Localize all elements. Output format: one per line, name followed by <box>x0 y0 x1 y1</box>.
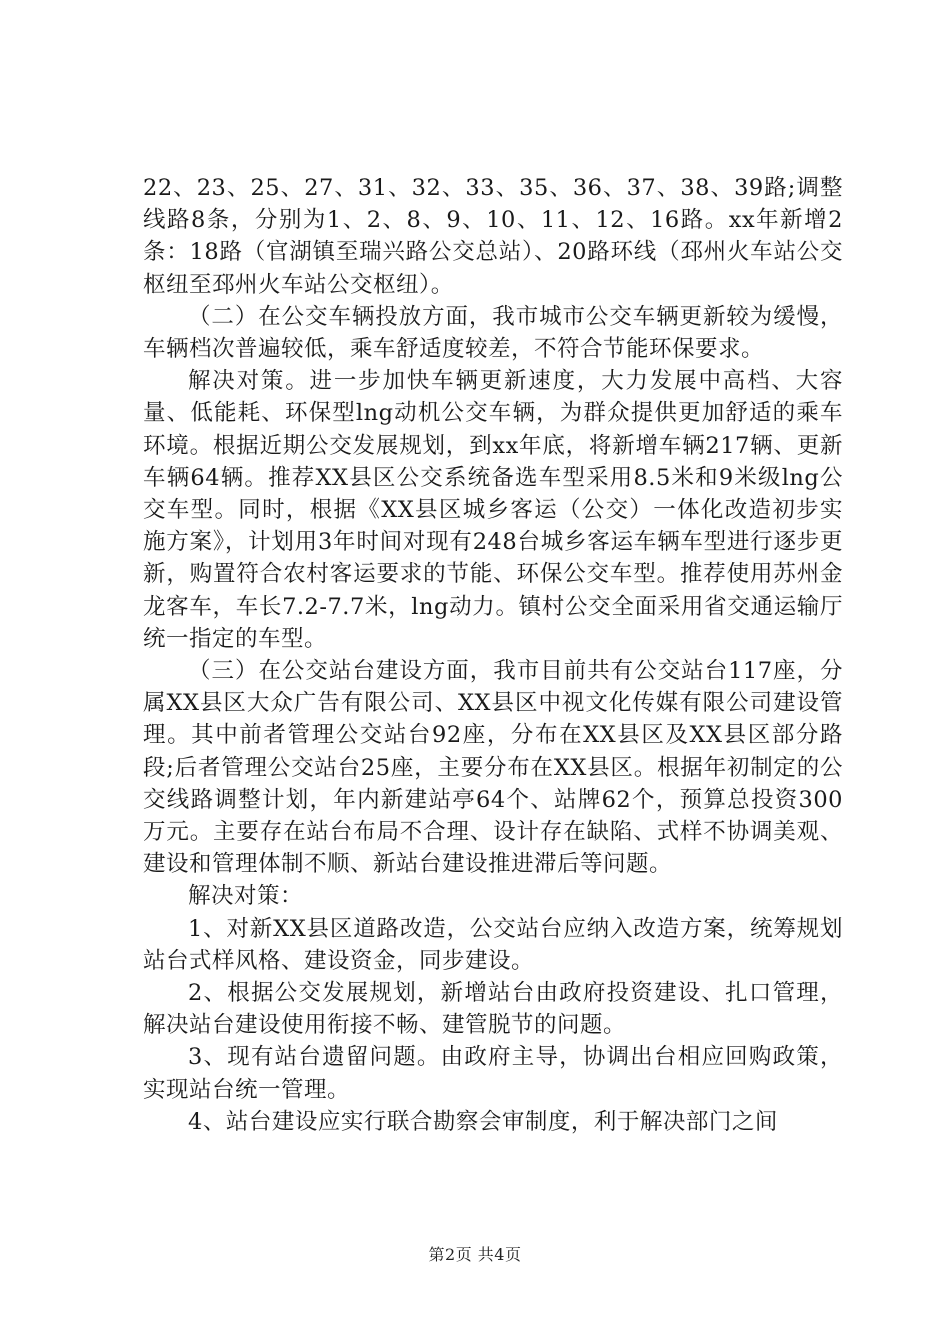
paragraph-solution-4: 4、站台建设应实行联合勘察会审制度，利于解决部门之间 <box>188 1108 778 1135</box>
paragraph-stations: （三）在公交站台建设方面，我市目前共有公交站台117座，分属XX县区大众广告有限公司、XX县区中视文化传媒有限公司建设管理。其中前者管理公交站台92座，分布在XX县区及XX县区部分路段;后者管理公交站台25座，主要分布在XX县区。根据年初制定的公交线路调整计划，年内新建站亭64个、站牌62个，预算总投资300万元。主要存在站台布局不合理、设计存在缺陷、式样不协调美观、建设和管理体制不顺、新站台建设推进滞后等问题。 <box>143 658 843 878</box>
document-body <box>143 172 843 1138</box>
paragraph-solution-heading: 解决对策： <box>188 883 304 910</box>
paragraph-vehicle-solution: 解决对策。进一步加快车辆更新速度，大力发展中高档、大容量、低能耗、环保型lng动机公交车辆，为群众提供更加舒适的乘车环境。根据近期公交发展规划，到xx年底，将新增车辆217辆、更新车辆64辆。推荐XX县区公交系统备选车型采用8.5米和9米级lng公交车型。同时，根据《XX县区城乡客运（公交）一体化改造初步实施方案》，计划用3年时间对现有248台城乡客运车辆车型进行逐步更新，购置符合农村客运要求的节能、环保公交车型。推荐使用苏州金龙客车，车长7.2-7.7米，lng动力。镇村公交全面采用省交通运输厅统一指定的车型。 <box>143 368 843 652</box>
paragraph-solution-3: 3、现有站台遗留问题。由政府主导，协调出台相应回购政策，实现站台统一管理。 <box>143 1044 843 1103</box>
paragraph-routes: 22、23、25、27、31、32、33、35、36、37、38、39路;调整线路8条，分别为1、2、8、9、10、11、12、16路。xx年新增2条：18路（官湖镇至瑞兴路公交总站）、20路环线（邳州火车站公交枢纽至邳州火车站公交枢纽）。 <box>143 175 843 298</box>
paragraph-solution-2: 2、根据公交发展规划，新增站台由政府投资建设、扎口管理，解决站台建设使用衔接不畅、建管脱节的问题。 <box>143 980 843 1039</box>
page-footer: 第2页 共4页 <box>428 1245 522 1264</box>
paragraph-vehicles: （二）在公交车辆投放方面，我市城市公交车辆更新较为缓慢，车辆档次普遍较低，乘车舒适度较差，不符合节能环保要求。 <box>143 303 843 363</box>
paragraph-solution-1: 1、对新XX县区道路改造，公交站台应纳入改造方案，统筹规划站台式样风格、建设资金，同步建设。 <box>143 915 843 974</box>
